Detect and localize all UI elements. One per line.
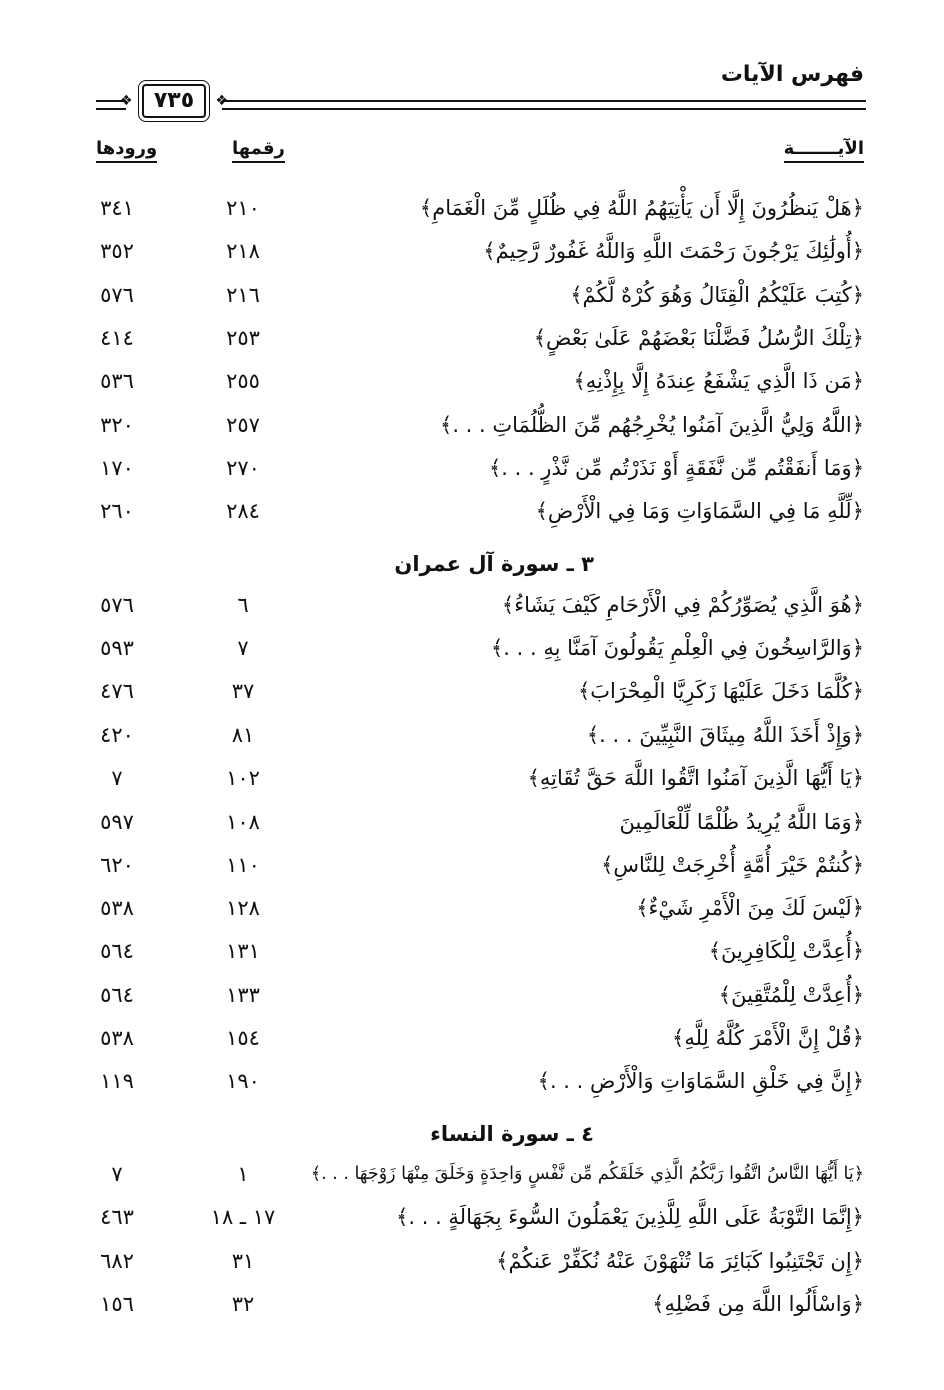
occurrence-page: ٧ bbox=[111, 1162, 123, 1186]
ayah-number: ٨١ bbox=[231, 723, 255, 747]
occurrence-page: ٤١٤ bbox=[100, 326, 134, 350]
ayah-number: ٢٨٤ bbox=[226, 499, 260, 523]
occurrence-page: ١١٩ bbox=[100, 1069, 134, 1093]
ayah-number: ٣٢ bbox=[231, 1292, 255, 1316]
ayah-number: ٢٥٥ bbox=[226, 369, 260, 393]
ornament-icon: ❖ bbox=[120, 93, 133, 109]
table-row bbox=[0, 1197, 944, 1237]
occurrence-page: ٥٣٨ bbox=[100, 896, 134, 920]
occurrence-page: ٢٦٠ bbox=[100, 499, 134, 523]
table-row bbox=[0, 275, 944, 315]
ayah-number: ١٢٨ bbox=[226, 896, 260, 920]
ayah-text: ﴿وَإِذْ أَخَذَ اللَّهُ مِيثَاقَ النَّبِيِّينَ . . .﴾ bbox=[586, 723, 864, 747]
ayah-text: ﴿وَمَا اللَّهُ يُرِيدُ ظُلْمًا لِّلْعَالَمِينَ bbox=[619, 810, 864, 834]
ayah-number: ١٠٢ bbox=[226, 766, 260, 790]
occurrence-page: ٣٥٢ bbox=[100, 239, 134, 263]
ayah-number: ١٣٣ bbox=[226, 983, 260, 1007]
table-row bbox=[0, 758, 944, 798]
table-row bbox=[0, 1061, 944, 1101]
ayah-text: ﴿وَاسْأَلُوا اللَّهَ مِن فَضْلِهِ﴾ bbox=[652, 1292, 864, 1316]
ayah-text: ﴿هَلْ يَنظُرُونَ إِلَّا أَن يَأْتِيَهُمُ اللَّهُ فِي ظُلَلٍ مِّنَ الْغَمَامِ﴾ bbox=[419, 196, 864, 220]
ayah-text: ﴿إِن تَجْتَنِبُوا كَبَائِرَ مَا تُنْهَوْنَ عَنْهُ نُكَفِّرْ عَنكُمْ﴾ bbox=[496, 1249, 864, 1273]
ayah-number: ١١٠ bbox=[226, 853, 260, 877]
occurrence-page: ٥٣٦ bbox=[100, 369, 134, 393]
occurrence-page: ٥٧٦ bbox=[100, 283, 134, 307]
occurrence-page: ٥٩٣ bbox=[100, 636, 134, 660]
ayah-number: ٢٥٧ bbox=[226, 413, 260, 437]
ayah-text: ﴿وَمَا أَنفَقْتُم مِّن نَّفَقَةٍ أَوْ نَذَرْتُم مِّن نَّذْرٍ . . .﴾ bbox=[488, 456, 864, 480]
ayah-number: ٦ bbox=[237, 593, 249, 617]
occurrence-page: ٤٢٠ bbox=[100, 723, 134, 747]
occurrence-page: ٧ bbox=[111, 766, 123, 790]
ayah-text: ﴿لِّلَّهِ مَا فِي السَّمَاوَاتِ وَمَا فِي الْأَرْضِ﴾ bbox=[535, 499, 864, 523]
table-row bbox=[0, 585, 944, 625]
ayah-text: ﴿وَالرَّاسِخُونَ فِي الْعِلْمِ يَقُولُونَ آمَنَّا بِهِ . . .﴾ bbox=[491, 636, 864, 660]
occurrence-page: ٥٩٧ bbox=[100, 810, 134, 834]
occurrence-page: ٥٧٦ bbox=[100, 593, 134, 617]
ayah-text: ﴿كُلَّمَا دَخَلَ عَلَيْهَا زَكَرِيَّا الْمِحْرَابَ﴾ bbox=[577, 679, 864, 703]
ayah-number: ١٩٠ bbox=[226, 1069, 260, 1093]
occurrence-page: ٥٣٨ bbox=[100, 1026, 134, 1050]
ayah-text: ﴿إِنَّ فِي خَلْقِ السَّمَاوَاتِ وَالْأَرْضِ . . .﴾ bbox=[537, 1069, 864, 1093]
table-row bbox=[0, 1154, 944, 1194]
table-row bbox=[0, 231, 944, 271]
ayah-number: ١٠٨ bbox=[226, 810, 260, 834]
table-row bbox=[0, 975, 944, 1015]
ayah-text: ﴿اللَّهُ وَلِيُّ الَّذِينَ آمَنُوا يُخْرِجُهُم مِّنَ الظُّلُمَاتِ . . .﴾ bbox=[440, 413, 864, 437]
ayah-number: ١ bbox=[237, 1162, 249, 1186]
occurrence-page: ٦٢٠ bbox=[100, 853, 134, 877]
occurrence-page: ٣٤١ bbox=[100, 196, 134, 220]
ayah-number: ١٧ ـ ١٨ bbox=[210, 1205, 276, 1229]
table-row bbox=[0, 1284, 944, 1324]
occurrence-page: ٥٦٤ bbox=[100, 939, 134, 963]
table-row bbox=[0, 802, 944, 842]
column-header-wurud: ورودها bbox=[96, 138, 157, 163]
occurrence-page: ٤٦٣ bbox=[100, 1205, 134, 1229]
table-row bbox=[0, 845, 944, 885]
table-row bbox=[0, 361, 944, 401]
ayah-text: ﴿أُعِدَّتْ لِلْكَافِرِينَ﴾ bbox=[708, 939, 864, 963]
ayah-text: ﴿هُوَ الَّذِي يُصَوِّرُكُمْ فِي الْأَرْحَامِ كَيْفَ يَشَاءُ﴾ bbox=[501, 593, 864, 617]
ayah-text: ﴿يَا أَيُّهَا الَّذِينَ آمَنُوا اتَّقُوا اللَّهَ حَقَّ تُقَاتِهِ﴾ bbox=[527, 766, 864, 790]
ayah-text: ﴿أُعِدَّتْ لِلْمُتَّقِينَ﴾ bbox=[718, 983, 864, 1007]
occurrence-page: ٣٢٠ bbox=[100, 413, 134, 437]
page-title: فهرس الآيات bbox=[720, 62, 864, 87]
ayah-text: ﴿أُولَٰئِكَ يَرْجُونَ رَحْمَتَ اللَّهِ وَاللَّهُ غَفُورٌ رَّحِيمٌ﴾ bbox=[483, 239, 864, 263]
ayah-text: ﴿كُتِبَ عَلَيْكُمُ الْقِتَالُ وَهُوَ كُرْهٌ لَّكُمْ﴾ bbox=[570, 283, 864, 307]
surah-heading: ٤ ـ سورة النساء bbox=[430, 1122, 594, 1146]
page-number: ٧٣٥ bbox=[142, 84, 206, 118]
table-row bbox=[0, 188, 944, 228]
table-row bbox=[0, 491, 944, 531]
page-number-frame bbox=[120, 80, 228, 122]
ayah-number: ٣٧ bbox=[231, 679, 255, 703]
ayah-number: ١٣١ bbox=[226, 939, 260, 963]
column-header-raqm: رقمها bbox=[232, 138, 285, 163]
table-row bbox=[0, 1241, 944, 1281]
occurrence-page: ٥٦٤ bbox=[100, 983, 134, 1007]
surah-heading: ٣ ـ سورة آل عمران bbox=[394, 552, 594, 576]
ayah-number: ٢١٠ bbox=[226, 196, 260, 220]
ayah-number: ٢١٦ bbox=[226, 283, 260, 307]
ayah-text: ﴿مَن ذَا الَّذِي يَشْفَعُ عِندَهُ إِلَّا بِإِذْنِهِ﴾ bbox=[573, 369, 864, 393]
ayah-text: ﴿يَا أَيُّهَا النَّاسُ اتَّقُوا رَبَّكُمُ الَّذِي خَلَقَكُم مِّن نَّفْسٍ وَاحِدَةٍ وَخَلَقَ مِنْهَا زَوْجَهَا . . .﴾ bbox=[310, 1164, 864, 1184]
ayah-number: ٢٥٣ bbox=[226, 326, 260, 350]
column-header-ayah: الآيـــــــة bbox=[784, 138, 864, 163]
occurrence-page: ١٧٠ bbox=[100, 456, 134, 480]
occurrence-page: ٤٧٦ bbox=[100, 679, 134, 703]
table-row bbox=[0, 1018, 944, 1058]
ayah-number: ٣١ bbox=[231, 1249, 255, 1273]
table-row bbox=[0, 715, 944, 755]
table-row bbox=[0, 628, 944, 668]
table-row bbox=[0, 888, 944, 928]
ayah-text: ﴿لَيْسَ لَكَ مِنَ الْأَمْرِ شَيْءٌ﴾ bbox=[636, 896, 864, 920]
table-row bbox=[0, 931, 944, 971]
ayah-number: ٢٧٠ bbox=[226, 456, 260, 480]
occurrence-page: ١٥٦ bbox=[100, 1292, 134, 1316]
ornament-icon: ❖ bbox=[215, 93, 228, 109]
table-row bbox=[0, 405, 944, 445]
ayah-number: ٧ bbox=[237, 636, 249, 660]
ayah-text: ﴿كُنتُمْ خَيْرَ أُمَّةٍ أُخْرِجَتْ لِلنَّاسِ﴾ bbox=[601, 853, 864, 877]
ayah-text: ﴿إِنَّمَا التَّوْبَةُ عَلَى اللَّهِ لِلَّذِينَ يَعْمَلُونَ السُّوءَ بِجَهَالَةٍ . . .﴾ bbox=[396, 1205, 864, 1229]
ayah-number: ١٥٤ bbox=[226, 1026, 260, 1050]
table-row bbox=[0, 448, 944, 488]
table-row bbox=[0, 318, 944, 358]
table-row bbox=[0, 671, 944, 711]
ayah-text: ﴿قُلْ إِنَّ الْأَمْرَ كُلَّهُ لِلَّهِ﴾ bbox=[672, 1026, 864, 1050]
ayah-text: ﴿تِلْكَ الرُّسُلُ فَضَّلْنَا بَعْضَهُمْ عَلَىٰ بَعْضٍ﴾ bbox=[533, 326, 864, 350]
occurrence-page: ٦٨٢ bbox=[100, 1249, 134, 1273]
ayah-number: ٢١٨ bbox=[226, 239, 260, 263]
